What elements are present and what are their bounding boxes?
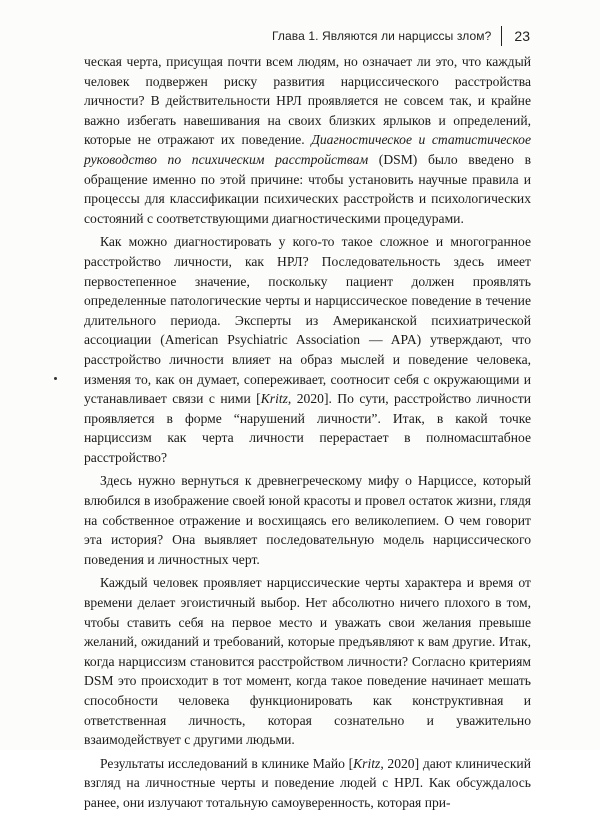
citation-author: Kritz	[260, 391, 288, 407]
text-segment: Каждый человек проявляет нарциссические черты характера и время от времени делает эгоистичный выбор. Нет абсолютно ничего плохого в том, чтобы ставить себя на первое место и уважать свои желания превыше желаний, ожиданий и требований, которые предъявляют к вам другие. Итак, когда нарциссизм становится расстройством личности? Согласно критериям DSM это происходит в тот момент, когда такое поведение начинает мешать способности человека функционировать как конструктивная и ответственная личность, которая сознательно и уважительно взаимодействует с другими людьми.	[84, 575, 531, 748]
text-segment: Результаты исследований в клинике Майо [	[100, 755, 354, 771]
book-title-italic: Диагностическое и статистическое руководство по психическим расстройствам	[84, 132, 531, 167]
text-segment: , 2020]. По сути, расстройство личности проявляется в форме “нарушений личности”. Итак, в какой точке нарциссизм как черта личности перерастает в полномасштабное расстройство?	[84, 391, 532, 465]
text-segment: , 2020] дают клинический взгляд на личностные черты и поведение людей с НРЛ. Как обсуждалось ранее, они излучают тотальную самоуверенность, которая при-	[84, 755, 531, 810]
text-segment: ческая черта, присущая почти всем людям, но означает ли это, что каждый человек подвержен риску развития нарциссического расстройства личности? В действительности НРЛ проявляется не совсем так, и крайне важно избегать навешивания на своих близких ярлыков и определений, которые не отражают их поведение.	[84, 54, 531, 148]
paragraph-1	[84, 52, 531, 228]
paragraph-3	[84, 471, 531, 569]
page-number: 23	[514, 28, 530, 44]
text-segment: Как можно диагностировать у кого-то такое сложное и многогранное расстройство личности, как НРЛ? Последовательность здесь имеет первостепенное значение, поскольку пациент должен проявлять определенные патологические черты и нарциссическое поведение в течение длительного периода. Эксперты из Американской психиатрической ассоциации (American Psychiatric Association — APA) утверждают, что расстройство личности влияет на образ мыслей и поведение человека, изменяя то, как он думает, сопереживает, соотносит себя с окружающими и устанавливает связи с ними [	[84, 234, 531, 407]
text-segment: Здесь нужно вернуться к древнегреческому мифу о Нарциссе, который влюбился в изображение своей юной красоты и провел остаток жизни, глядя на собственное отражение и восхищаясь его великолепием. О чем говорит эта история? Она выявляет последовательную модель нарциссического поведения и личностных черт.	[84, 473, 531, 567]
header-separator	[501, 26, 502, 46]
margin-dot	[54, 377, 57, 380]
paragraph-2	[84, 232, 531, 467]
chapter-title: Глава 1. Являются ли нарциссы злом?	[271, 29, 492, 43]
body-text	[84, 52, 531, 813]
citation-author: Kritz	[353, 755, 381, 771]
paragraph-5	[84, 754, 531, 813]
paragraph-4	[84, 573, 531, 749]
running-header	[272, 26, 530, 46]
text-segment: (DSM) было введено в обращение именно по этой причине: чтобы установить научные правила и процессы для классификации психических расстройств и психологических состояний с соответствующими диагностическими процедурами.	[84, 151, 532, 226]
